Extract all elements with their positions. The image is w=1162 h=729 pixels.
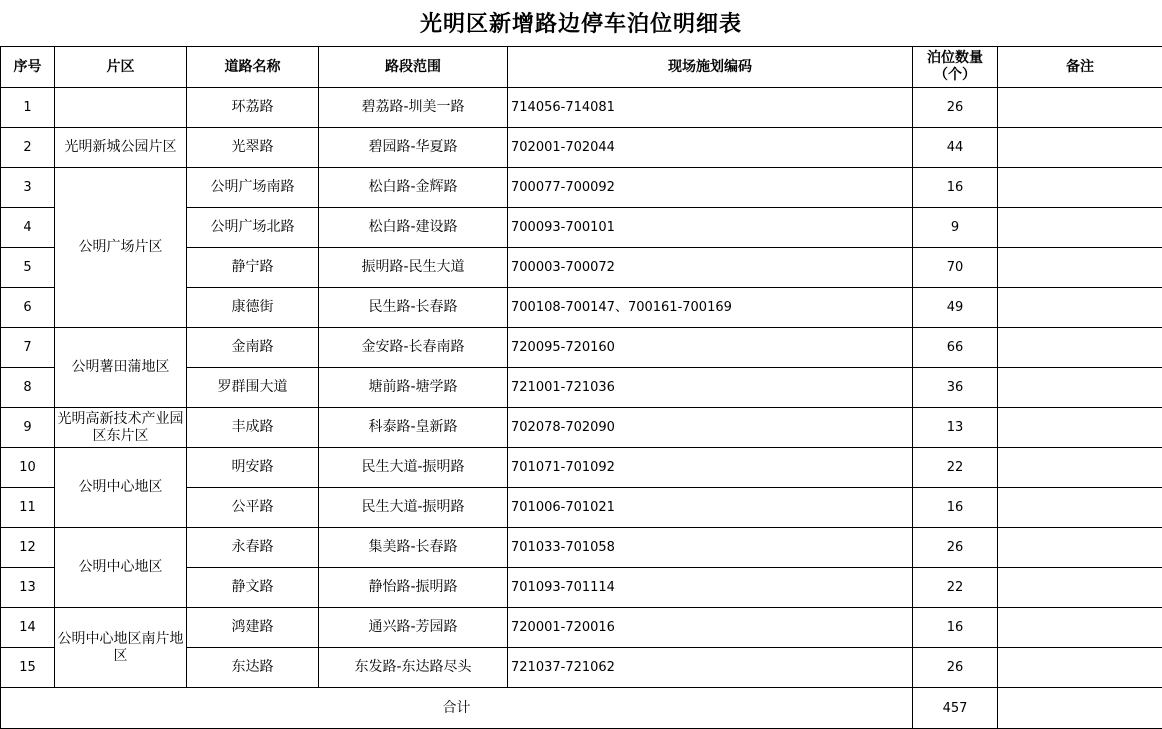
range-cell: 民生大道-振明路: [319, 488, 508, 528]
count-cell: 22: [913, 448, 998, 488]
road-cell: 公明广场北路: [187, 208, 319, 248]
count-cell: 13: [913, 408, 998, 448]
total-label: 合计: [1, 688, 913, 729]
remark-cell: [998, 568, 1162, 608]
area-cell: 公明中心地区南片地区: [55, 608, 187, 688]
code-cell: 701033-701058: [508, 528, 913, 568]
code-cell: 720095-720160: [508, 328, 913, 368]
count-cell: 16: [913, 168, 998, 208]
count-cell: 16: [913, 488, 998, 528]
count-cell: 66: [913, 328, 998, 368]
code-cell: 701071-701092: [508, 448, 913, 488]
header-road: 道路名称: [187, 47, 319, 88]
seq-cell: 7: [1, 328, 55, 368]
header-range: 路段范围: [319, 47, 508, 88]
remark-cell: [998, 408, 1162, 448]
range-cell: 塘前路-塘学路: [319, 368, 508, 408]
count-cell: 70: [913, 248, 998, 288]
seq-cell: 3: [1, 168, 55, 208]
parking-table: [0, 46, 1162, 729]
code-cell: 700003-700072: [508, 248, 913, 288]
seq-cell: 13: [1, 568, 55, 608]
road-cell: 明安路: [187, 448, 319, 488]
range-cell: 科泰路-皇新路: [319, 408, 508, 448]
area-cell: 公明中心地区: [55, 528, 187, 608]
remark-cell: [998, 128, 1162, 168]
count-cell: 26: [913, 528, 998, 568]
table-row: [1, 128, 1162, 168]
road-cell: 光翠路: [187, 128, 319, 168]
range-cell: 金安路-长春南路: [319, 328, 508, 368]
remark-cell: [998, 608, 1162, 648]
header-area: 片区: [55, 47, 187, 88]
total-remark: [998, 688, 1162, 729]
count-cell: 26: [913, 88, 998, 128]
seq-cell: 8: [1, 368, 55, 408]
range-cell: 静怡路-振明路: [319, 568, 508, 608]
range-cell: 碧园路-华夏路: [319, 128, 508, 168]
remark-cell: [998, 328, 1162, 368]
table-row: [1, 408, 1162, 448]
remark-cell: [998, 448, 1162, 488]
area-cell: [55, 88, 187, 128]
seq-cell: 15: [1, 648, 55, 688]
range-cell: 碧荔路-圳美一路: [319, 88, 508, 128]
road-cell: 东达路: [187, 648, 319, 688]
range-cell: 振明路-民生大道: [319, 248, 508, 288]
area-cell: 公明广场片区: [55, 168, 187, 328]
code-cell: 700093-700101: [508, 208, 913, 248]
seq-cell: 6: [1, 288, 55, 328]
road-cell: 永春路: [187, 528, 319, 568]
remark-cell: [998, 528, 1162, 568]
area-cell: 公明中心地区: [55, 448, 187, 528]
range-cell: 松白路-金辉路: [319, 168, 508, 208]
code-cell: 721037-721062: [508, 648, 913, 688]
range-cell: 集美路-长春路: [319, 528, 508, 568]
code-cell: 721001-721036: [508, 368, 913, 408]
seq-cell: 2: [1, 128, 55, 168]
remark-cell: [998, 368, 1162, 408]
seq-cell: 12: [1, 528, 55, 568]
range-cell: 东发路-东达路尽头: [319, 648, 508, 688]
road-cell: 丰成路: [187, 408, 319, 448]
code-cell: 702001-702044: [508, 128, 913, 168]
road-cell: 鸿建路: [187, 608, 319, 648]
seq-cell: 11: [1, 488, 55, 528]
remark-cell: [998, 88, 1162, 128]
count-cell: 16: [913, 608, 998, 648]
header-count-line1: 泊位数量: [927, 50, 983, 66]
remark-cell: [998, 488, 1162, 528]
area-cell: 光明新城公园片区: [55, 128, 187, 168]
code-cell: 714056-714081: [508, 88, 913, 128]
road-cell: 公平路: [187, 488, 319, 528]
code-cell: 702078-702090: [508, 408, 913, 448]
range-cell: 民生路-长春路: [319, 288, 508, 328]
header-count-line2: （个）: [934, 67, 976, 83]
road-cell: 金南路: [187, 328, 319, 368]
code-cell: 701006-701021: [508, 488, 913, 528]
table-row: [1, 448, 1162, 488]
header-remark: 备注: [998, 47, 1162, 88]
road-cell: 环荔路: [187, 88, 319, 128]
area-cell: 光明高新技术产业园区东片区: [55, 408, 187, 448]
count-cell: 26: [913, 648, 998, 688]
seq-cell: 1: [1, 88, 55, 128]
table-row: [1, 608, 1162, 648]
page-title: 光明区新增路边停车泊位明细表: [0, 0, 1162, 46]
remark-cell: [998, 648, 1162, 688]
count-cell: 36: [913, 368, 998, 408]
header-code: 现场施划编码: [508, 47, 913, 88]
header-seq: 序号: [1, 47, 55, 88]
road-cell: 康德街: [187, 288, 319, 328]
total-row: [1, 688, 1162, 729]
code-cell: 701093-701114: [508, 568, 913, 608]
table-row: [1, 88, 1162, 128]
remark-cell: [998, 208, 1162, 248]
seq-cell: 9: [1, 408, 55, 448]
road-cell: 静文路: [187, 568, 319, 608]
table-row: [1, 168, 1162, 208]
area-cell: 公明薯田蒲地区: [55, 328, 187, 408]
range-cell: 通兴路-芳园路: [319, 608, 508, 648]
header-row: [1, 47, 1162, 88]
seq-cell: 5: [1, 248, 55, 288]
header-count: [913, 47, 998, 88]
seq-cell: 14: [1, 608, 55, 648]
remark-cell: [998, 288, 1162, 328]
count-cell: 22: [913, 568, 998, 608]
seq-cell: 10: [1, 448, 55, 488]
table-row: [1, 328, 1162, 368]
road-cell: 公明广场南路: [187, 168, 319, 208]
table-row: [1, 528, 1162, 568]
remark-cell: [998, 168, 1162, 208]
code-cell: 700108-700147、700161-700169: [508, 288, 913, 328]
code-cell: 700077-700092: [508, 168, 913, 208]
code-cell: 720001-720016: [508, 608, 913, 648]
road-cell: 罗群围大道: [187, 368, 319, 408]
range-cell: 民生大道-振明路: [319, 448, 508, 488]
count-cell: 49: [913, 288, 998, 328]
seq-cell: 4: [1, 208, 55, 248]
count-cell: 44: [913, 128, 998, 168]
remark-cell: [998, 248, 1162, 288]
range-cell: 松白路-建设路: [319, 208, 508, 248]
total-value: 457: [913, 688, 998, 729]
count-cell: 9: [913, 208, 998, 248]
road-cell: 静宁路: [187, 248, 319, 288]
